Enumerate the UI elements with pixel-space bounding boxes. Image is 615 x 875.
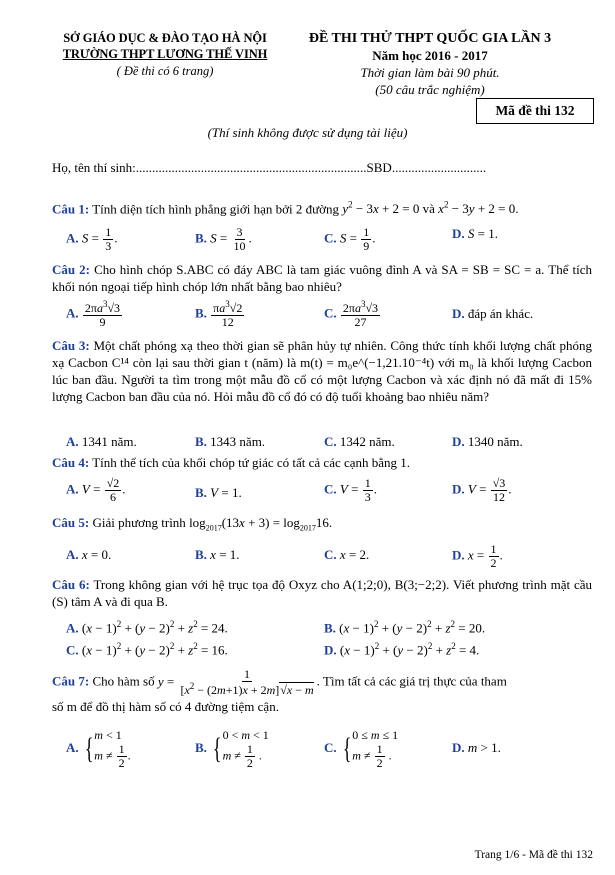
question-label: Câu 3: bbox=[52, 338, 90, 353]
option-b: B. 1343 năm. bbox=[195, 434, 266, 449]
question-7 bbox=[52, 667, 592, 771]
option-b: B. x = 1. bbox=[195, 547, 240, 562]
question-6 bbox=[52, 577, 592, 658]
question-text: Một chất phóng xạ theo thời gian sẽ phân hủy tự nhiên. Công thức tính khối lượng chất phóng xạ Cacbon C¹⁴ còn lại sau thời gian t (năm) là m(t) = m₀e^(−1,21.10⁻⁴t) với m₀ là khối lượng Cacbon lúc ban đầu. Người ta tìm trong một mẫu đồ cổ có một lượng Cacbon và xác định nó đã mất đi 15% lượng Cacbon ban đầu của nó. Hỏi mẫu đồ cổ đó có độ tuổi khoảng bao nhiêu năm? bbox=[52, 338, 593, 404]
option-b: B. V = 1. bbox=[195, 485, 242, 500]
question-label: Câu 2: bbox=[52, 262, 90, 277]
option-a: A. S = $\frac{1}{3}$ . bbox=[66, 225, 118, 254]
option-a: A. x = 0. bbox=[66, 547, 112, 562]
question-label: Câu 5: bbox=[52, 515, 90, 530]
exam-title: ĐỀ THI THỬ THPT QUỐC GIA LẦN 3 bbox=[308, 31, 552, 46]
option-b: B. $(x - 1)^2 + (y - 2)^2 + z^2 = 20$. bbox=[324, 619, 486, 636]
option-a: A. { m < 1 m ≠ $\frac{1}{2}$ . bbox=[66, 728, 131, 771]
school-year: Năm học 2016 - 2017 bbox=[372, 48, 488, 64]
notice: (Thí sinh không được sử dụng tài liệu) bbox=[207, 125, 408, 140]
question-label: Câu 4: bbox=[52, 455, 90, 470]
question-text: Tính diện tích hình phẳng giới hạn bởi 2 đường bbox=[92, 201, 340, 217]
question-label: Câu 1: bbox=[52, 201, 90, 217]
option-a: A. 1341 năm. bbox=[66, 434, 137, 449]
question-text: Trong không gian với hệ trục tọa độ Oxyz cho A(1;2;0), B(3;−2;2). Viết phương trình mặt cầu (S) tâm A và đi qua B. bbox=[52, 577, 592, 609]
option-d: D. m > 1. bbox=[452, 740, 501, 755]
question-text-3: số m để đồ thị hàm số có 4 đường tiệm cận. bbox=[52, 699, 279, 715]
question-text: Giải phương trình bbox=[92, 515, 186, 530]
exam-time: Thời gian làm bài 90 phút. bbox=[360, 65, 500, 81]
option-c: C. x = 2. bbox=[324, 547, 370, 562]
dept-name: SỞ GIÁO DỤC & ĐÀO TẠO HÀ NỘI bbox=[63, 31, 267, 45]
exam-code-box: Mã đề thi 132 bbox=[476, 98, 594, 124]
question-2 bbox=[52, 262, 593, 330]
option-d: D. 1340 năm. bbox=[452, 434, 523, 449]
student-info-line: Họ, tên thí sinh:.......................................................................SBD............................. bbox=[52, 160, 487, 175]
question-text: Cho hàm số bbox=[92, 673, 155, 689]
option-a: A. $(x - 1)^2 + (y - 2)^2 + z^2 = 24$. bbox=[66, 619, 228, 636]
question-1 bbox=[52, 200, 592, 254]
equation: $y^2 - 3x + 2 = 0$ và $x^2 - 3y + 2 = 0$. bbox=[342, 200, 519, 217]
option-d: D. S = 1. bbox=[452, 226, 498, 241]
pages-note: ( Đề thi có 6 trang) bbox=[116, 63, 214, 78]
question-5 bbox=[52, 515, 592, 571]
header-right bbox=[280, 30, 580, 99]
page-footer: Trang 1/6 - Mã đề thi 132 bbox=[474, 849, 593, 862]
option-b: B. $\frac{\pi a^3√2}{12}$ bbox=[195, 299, 243, 330]
question-text-2: . Tìm tất cả các giá trị thực của tham bbox=[316, 673, 507, 689]
option-c: C. 1342 năm. bbox=[324, 434, 395, 449]
option-c: C. $(x - 1)^2 + (y - 2)^2 + z^2 = 16$. bbox=[66, 641, 228, 658]
option-d: D. V = $\frac{√3}{12}$ . bbox=[452, 476, 512, 505]
header-left bbox=[50, 30, 280, 79]
question-text: Tính thể tích của khối chóp tứ giác có tất cả các cạnh bằng 1. bbox=[92, 455, 411, 470]
option-d: D. $(x - 1)^2 + (y - 2)^2 + z^2 = 4$. bbox=[324, 641, 480, 658]
option-d: D. đáp án khác. bbox=[452, 306, 534, 321]
option-b: B. { 0 < m < 1 m ≠ $\frac{1}{2}$ . bbox=[195, 728, 269, 771]
question-label: Câu 7: bbox=[52, 673, 90, 689]
option-a: A. V = $\frac{√2}{6}$ . bbox=[66, 476, 126, 505]
school-name: TRƯỜNG THPT LƯƠNG THẾ VINH bbox=[62, 47, 268, 62]
equation: y = $\frac{1}{[x^2 - (2m+1)x + 2m]√x - m}$ bbox=[157, 667, 314, 698]
question-label: Câu 6: bbox=[52, 577, 90, 592]
option-c: C. $\frac{2\pi a^3√3}{27}$ bbox=[324, 299, 379, 330]
option-a: A. $\frac{2\pi a^3√3}{9}$ bbox=[66, 299, 121, 330]
question-4 bbox=[52, 455, 592, 505]
option-c: C. { 0 ≤ m ≤ 1 m ≠ $\frac{1}{2}$ . bbox=[324, 728, 399, 771]
question-count: (50 câu trắc nghiệm) bbox=[375, 81, 485, 97]
option-b: B. S = $\frac{3}{10}$ . bbox=[195, 225, 252, 254]
option-c: C. S = $\frac{1}{9}$ . bbox=[324, 225, 376, 254]
question-text: Cho hình chóp S.ABC có đáy ABC là tam giác vuông đỉnh A và SA = SB = SC = a. Thể tích khối nón ngoại tiếp hình chóp lớn nhất bằng bao nhiêu? bbox=[52, 262, 593, 294]
equation: $\log_{2017}(13x + 3) = \log_{2017}16$. bbox=[189, 515, 333, 533]
option-c: C. V = $\frac{1}{3}$ . bbox=[324, 476, 377, 505]
question-3 bbox=[52, 338, 593, 449]
option-d: D. x = $\frac{1}{2}$ . bbox=[452, 542, 503, 571]
